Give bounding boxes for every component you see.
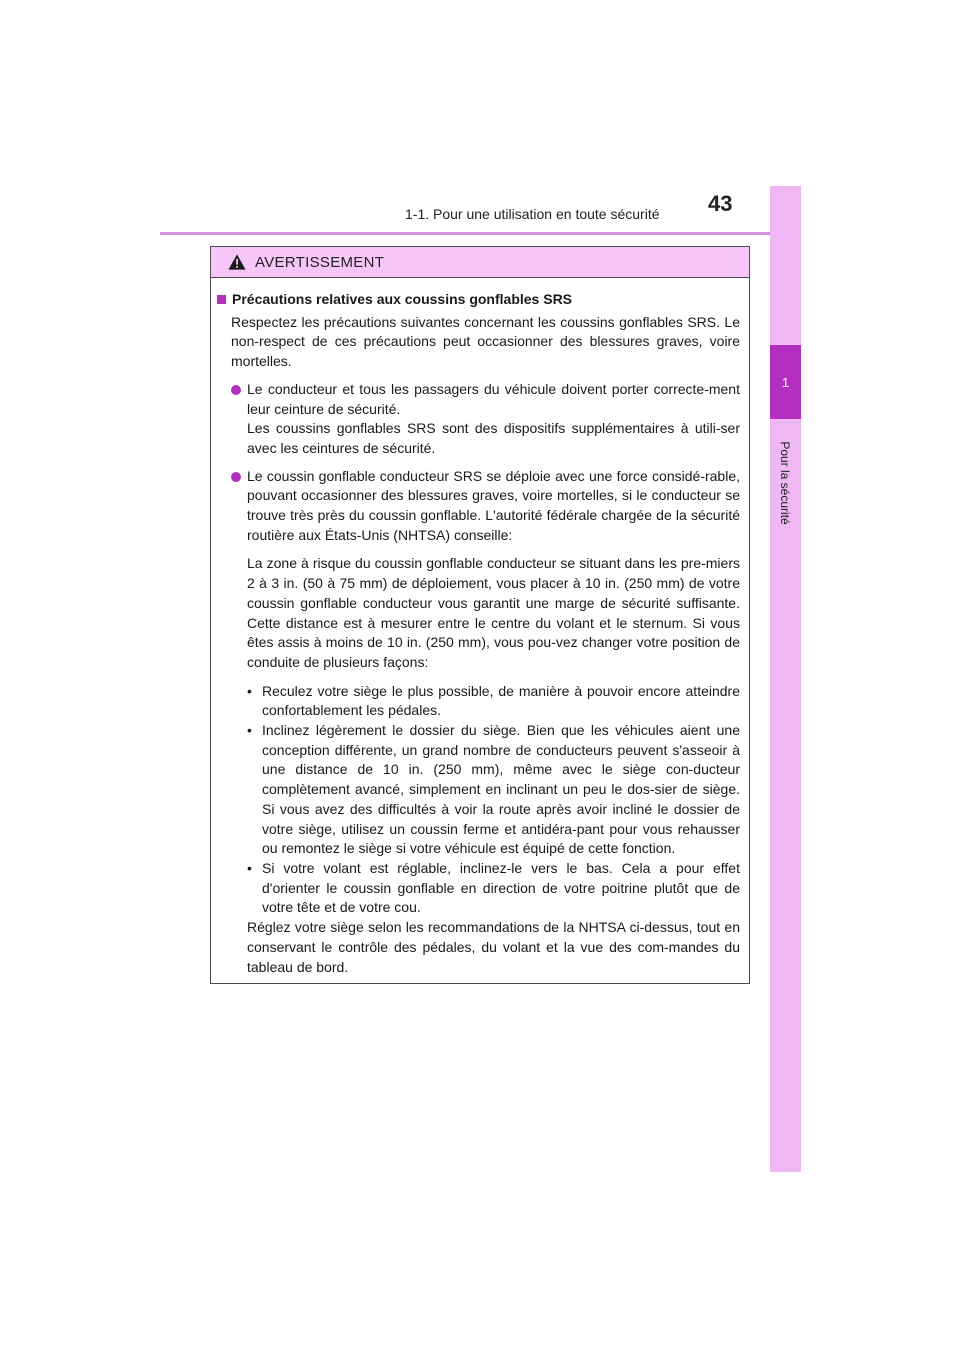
bullet-item <box>247 380 740 459</box>
detail-paragraph: La zone à risque du coussin gonflable conducteur se situant dans les pre-miers 2 à 3 in. (50 à 75 mm) de déploiement, vous placer à 10 in. (250 mm) de votre coussin gonflable conducteur vous garantit une marge de sécurité suffisante. Cette distance est à mesurer entre le centre du volant et le sternum. Si vous êtes assis à moins de 10 in. (250 mm), vous pou-vez changer votre position de conduite de plusieurs façons: <box>247 555 740 670</box>
warning-header <box>211 247 749 278</box>
dot-bullet-icon: • <box>247 722 252 739</box>
dot-bullet-icon: • <box>247 682 252 699</box>
header-divider <box>160 232 801 235</box>
page-number: 43 <box>708 191 733 216</box>
chapter-tab[interactable] <box>770 345 801 419</box>
dot-bullet-icon: • <box>247 859 252 876</box>
list-item <box>247 721 740 859</box>
warning-heading-text: Précautions relatives aux coussins gonflables SRS <box>232 291 573 307</box>
chapter-sidebar <box>770 186 801 1172</box>
bullet-text: Les coussins gonflables SRS sont des dispositifs supplémentaires à utili-ser avec les ceintures de sécurité. <box>247 420 740 456</box>
bullet-item <box>247 467 740 546</box>
section-title: 1-1. Pour une utilisation en toute sécurité <box>405 206 660 222</box>
chapter-number: 1 <box>781 374 790 390</box>
closing-paragraph: Réglez votre siège selon les recommandations de la NHTSA ci-dessus, tout en conservant le contrôle des pédales, du volant et la vue des com-mandes du tableau de bord. <box>247 919 740 975</box>
list-item <box>247 859 740 918</box>
warning-heading <box>217 290 740 310</box>
circle-bullet-icon <box>231 385 241 395</box>
list-item <box>247 682 740 721</box>
chapter-label: Pour la sécurité <box>778 441 792 525</box>
list-item-text: Reculez votre siège le plus possible, de manière à pouvoir encore atteindre confortablement les pédales. <box>262 682 740 719</box>
warning-title: AVERTISSEMENT <box>255 254 385 271</box>
warning-triangle-icon <box>228 253 246 271</box>
list-item-text: Si votre volant est réglable, inclinez-le vers le bas. Cela a pour effet d'orienter le coussin gonflable en direction de votre poitrine plutôt que de votre tête et de votre cou. <box>262 859 740 916</box>
circle-bullet-icon <box>231 472 241 482</box>
warning-body <box>211 278 749 977</box>
warning-intro: Respectez les précautions suivantes concernant les coussins gonflables SRS. Le non-respect de ces précautions peut occasionner des blessures graves, voire mortelles. <box>231 313 740 370</box>
warning-box <box>210 246 750 984</box>
square-bullet-icon <box>217 295 226 304</box>
recommendation-list <box>247 682 740 918</box>
list-item-text: Inclinez légèrement le dossier du siège. Bien que les véhicules aient une conception différente, un grand nombre de conducteurs peuvent s'asseoir à une distance de 10 in. (250 mm), même avec le siège con-ducteur complètement avancé, simplement en inclinant un peu le dos-sier de siège. Si vous avez des difficultés à voir la route après avoir incliné le dossier de votre siège, utilisez un coussin ferme et antidéra-pant pour vous rehausser ou remontez le siège si votre véhicule est équipé de cette fonction. <box>262 722 740 857</box>
bullet-text: Le conducteur et tous les passagers du véhicule doivent porter correcte-ment leur ceinture de sécurité. <box>247 380 740 417</box>
bullet-text: Le coussin gonflable conducteur SRS se déploie avec une force considé-rable, pouvant occasionner des blessures graves, voire mortelles, si le conducteur se trouve très près du coussin gonflable. L'autorité fédérale chargée de la sécurité routière aux États-Unis (NHTSA) conseille: <box>247 467 740 543</box>
